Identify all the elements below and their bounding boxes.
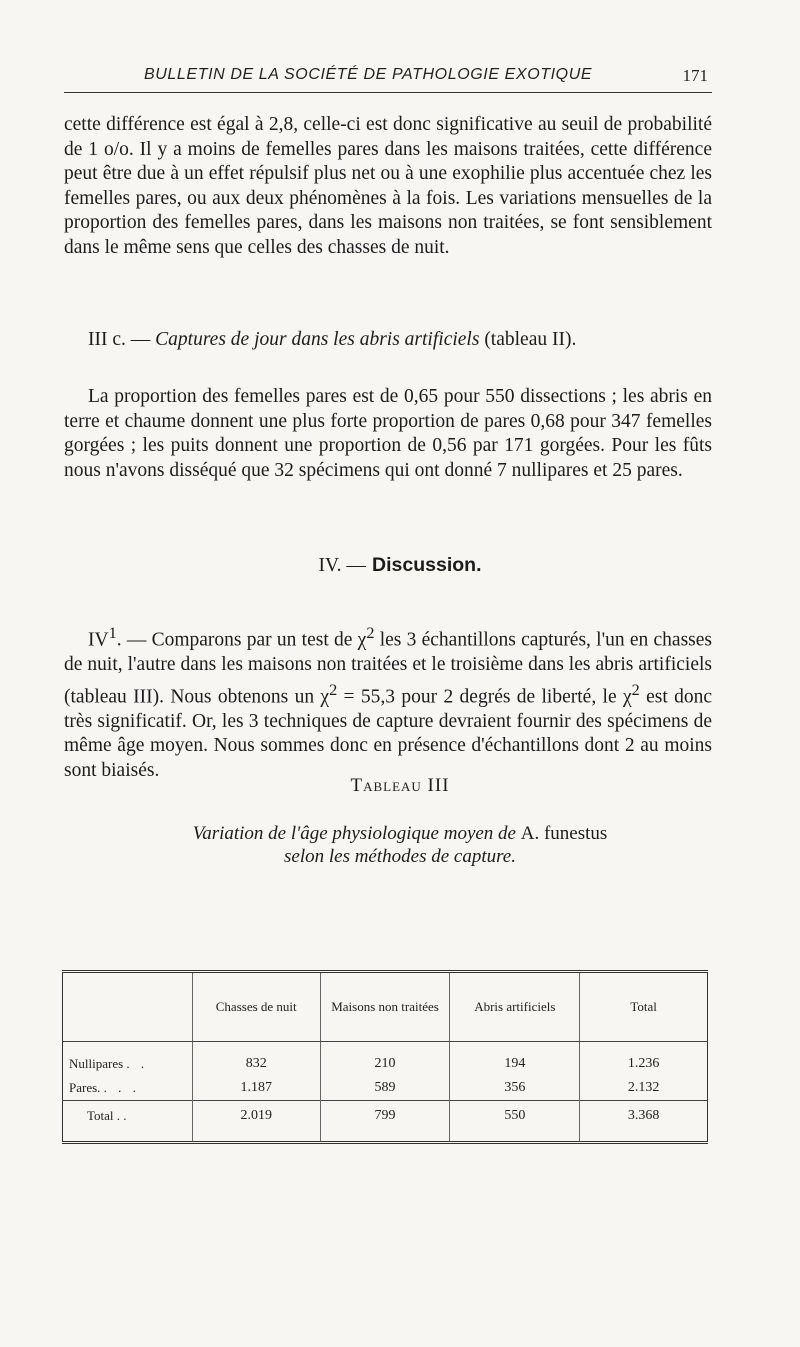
superscript: 1 [108, 624, 117, 642]
table-cell: 210 [320, 1052, 450, 1076]
species-name: A. funestus [520, 823, 608, 844]
table-cell: 832 [192, 1052, 320, 1076]
text-run: est donc très significatif. Or, les 3 techniques de capture devraient fournir des spécimens de même âge moyen. Nous sommes donc en présence d'échantillons dont 2 au moins sont biaisés. [64, 686, 712, 781]
paragraph-captures: La proportion des femelles pares est de 0,65 pour 550 dissections ; les abris en terre et chaume donnent une plus forte proportion de pares 0,68 pour 347 femelles gorgées ; les puits donnent une proportion de 0,56 par 171 gorgées. Pour les fûts nous n'avons disséqué que 32 spécimens qui ont donné 7 nullipares et 25 pares. [64, 386, 712, 481]
table-cell: 1.236 [580, 1052, 708, 1076]
table-header-row [63, 972, 708, 1042]
table-cell: 194 [450, 1052, 580, 1076]
paragraph-discussion [64, 621, 712, 784]
table-cell: 799 [320, 1101, 450, 1132]
section-title: Captures de jour dans les abris artificiels [155, 329, 480, 350]
table-cell: 550 [450, 1101, 580, 1132]
row-label: Nullipares . . [69, 1056, 149, 1071]
title-part: ableau [363, 775, 422, 796]
table-cell: 2.132 [580, 1076, 708, 1101]
text-run: . — Comparons par un test de χ [116, 629, 367, 651]
column-header: Chasses de nuit [192, 972, 320, 1042]
row-label: Total . . [63, 1101, 193, 1132]
table-cell: 2.019 [192, 1101, 320, 1132]
superscript: 2 [366, 624, 375, 642]
table-cell: 356 [450, 1076, 580, 1101]
superscript: 2 [329, 680, 338, 699]
running-header [64, 62, 712, 93]
title-part: T [350, 775, 364, 796]
header-stub [63, 972, 193, 1042]
table-row [63, 1076, 708, 1101]
spacer-row [63, 1042, 708, 1053]
section-suffix: (tableau II). [484, 329, 577, 350]
text-run: = 55,3 pour 2 degrés de liberté, le χ [337, 686, 632, 708]
spacer-row [63, 1131, 708, 1143]
column-header: Total [580, 972, 708, 1042]
paragraph-lead: IV [88, 629, 109, 651]
column-header: Maisons non traitées [320, 972, 450, 1042]
row-label: Pares. . . . [69, 1080, 140, 1095]
text-run: les 3 échantillons capturés, l'un en chasses de nuit, l'autre dans les maisons non traitées et le troisième dans les abris artificiels (tableau III). Nous obtenons un χ [64, 629, 713, 708]
section-title: Discussion. [372, 554, 482, 576]
section-number: IV. — [318, 555, 366, 576]
data-table [62, 970, 708, 1144]
journal-title: BULLETIN DE LA SOCIÉTÉ DE PATHOLOGIE EXOTIQUE [144, 66, 593, 83]
table-total-row [63, 1101, 708, 1132]
page-number: 171 [682, 66, 708, 85]
caption-part: selon les méthodes de capture. [284, 846, 516, 867]
table-title [0, 775, 800, 797]
table-row [63, 1052, 708, 1076]
table-caption [80, 822, 720, 868]
column-header: Abris artificiels [450, 972, 580, 1042]
table-cell: 589 [320, 1076, 450, 1101]
paragraph-significance: cette différence est égal à 2,8, celle-ci est donc significative au seuil de probabilité de 1 o/o. Il y a moins de femelles pares dans les maisons traitées, cette différence peut être due à un effet répulsif plus net ou à une exophilie plus accentuée chez les femelles pares, ou aux deux phénomènes à la fois. Les variations mensuelles de la proportion des femelles pares, dans les maisons non traitées, se font sensiblement dans le même sens que celles des chasses de nuit. [64, 114, 712, 258]
section-heading-discussion [0, 553, 800, 577]
table-cell: 1.187 [192, 1076, 320, 1101]
table-number: III [427, 775, 450, 796]
table-cell: 3.368 [580, 1101, 708, 1132]
superscript: 2 [631, 680, 640, 699]
section-number: III c. — [88, 329, 151, 350]
section-heading-3c [88, 328, 728, 352]
caption-part: Variation de l'âge physiologique moyen de [192, 823, 516, 844]
